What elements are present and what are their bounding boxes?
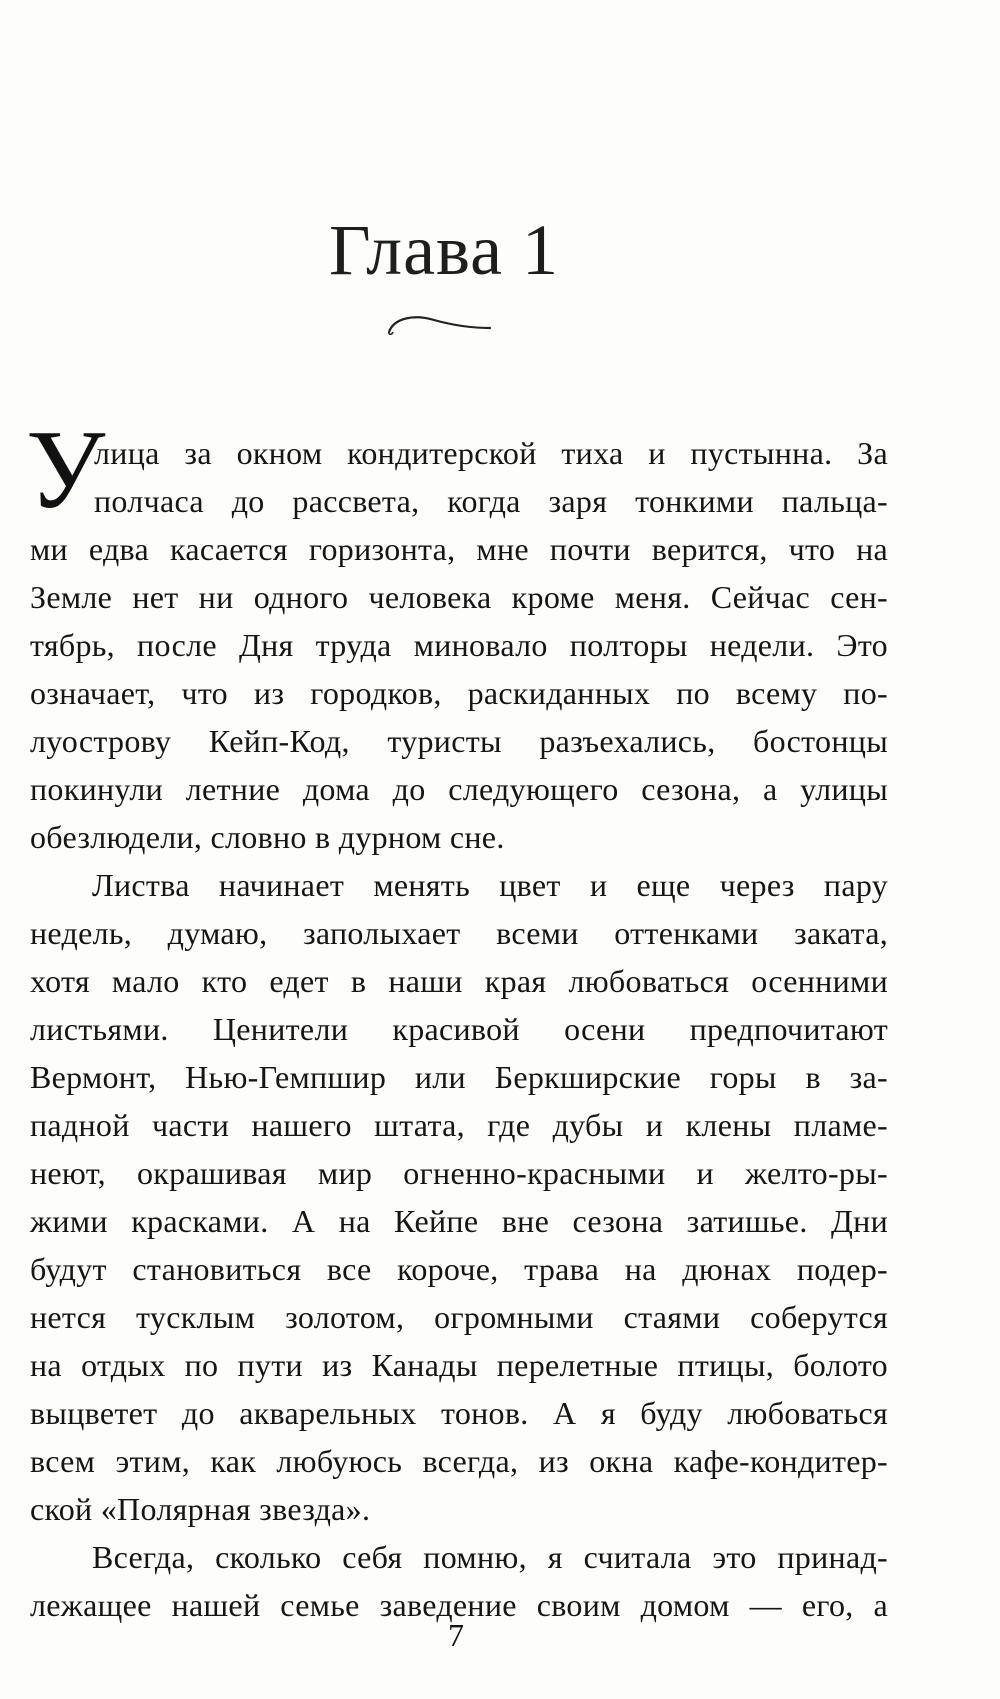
drop-cap: У: [26, 408, 106, 532]
text-line: будут становиться все короче, трава на дюнах подер-: [30, 1251, 888, 1287]
text-line: означает, что из городков, раскиданных по всему по-: [30, 675, 888, 711]
text-line: лежащее нашей семье заведение своим домом — его, а: [30, 1587, 888, 1623]
text-line: Земле нет ни одного человека кроме меня. Сейчас сен-: [30, 579, 888, 615]
text-line: Листва начинает менять цвет и еще через пару: [92, 867, 888, 903]
text-line: хотя мало кто едет в наши края любоваться осенними: [30, 963, 888, 999]
text-line: выцветет до акварельных тонов. А я буду любоваться: [30, 1395, 888, 1431]
chapter-title: Глава 1: [328, 210, 560, 290]
text-line: ми едва касается горизонта, мне почти верится, что на: [30, 531, 888, 567]
text-line: на отдых по пути из Канады перелетные птицы, болото: [30, 1347, 888, 1383]
ornament-flourish-icon: [386, 310, 492, 336]
text-line: всем этим, как любуюсь всегда, из окна кафе-кондитер-: [30, 1443, 888, 1479]
text-line: Вермонт, Нью-Гемпшир или Беркширские горы в за-: [30, 1059, 888, 1095]
text-line: нется тусклым золотом, огромными стаями соберутся: [30, 1299, 888, 1335]
text-line: жими красками. А на Кейпе вне сезона затишье. Дни: [30, 1203, 888, 1239]
text-line: неют, окрашивая мир огненно-красными и желто-ры-: [30, 1155, 888, 1191]
text-line: обезлюдели, словно в дурном сне.: [30, 819, 505, 855]
text-line: Всегда, сколько себя помню, я считала это принад-: [92, 1539, 888, 1575]
text-line: покинули летние дома до следующего сезона, а улицы: [30, 771, 888, 807]
text-line: листьями. Ценители красивой осени предпочитают: [30, 1011, 888, 1047]
text-line: лица за окном кондитерской тиха и пустынна. За: [94, 435, 888, 471]
text-line: полчаса до рассвета, когда заря тонкими пальца-: [94, 483, 888, 519]
text-line: тябрь, после Дня труда миновало полторы недели. Это: [30, 627, 888, 663]
page-number: 7: [448, 1617, 464, 1653]
text-line: луострову Кейп-Код, туристы разъехались, бостонцы: [30, 723, 888, 759]
text-line: недель, думаю, заполыхает всеми оттенками заката,: [30, 915, 888, 951]
text-line: падной части нашего штата, где дубы и клены пламе-: [30, 1107, 888, 1143]
text-line: ской «Полярная звезда».: [30, 1491, 371, 1527]
